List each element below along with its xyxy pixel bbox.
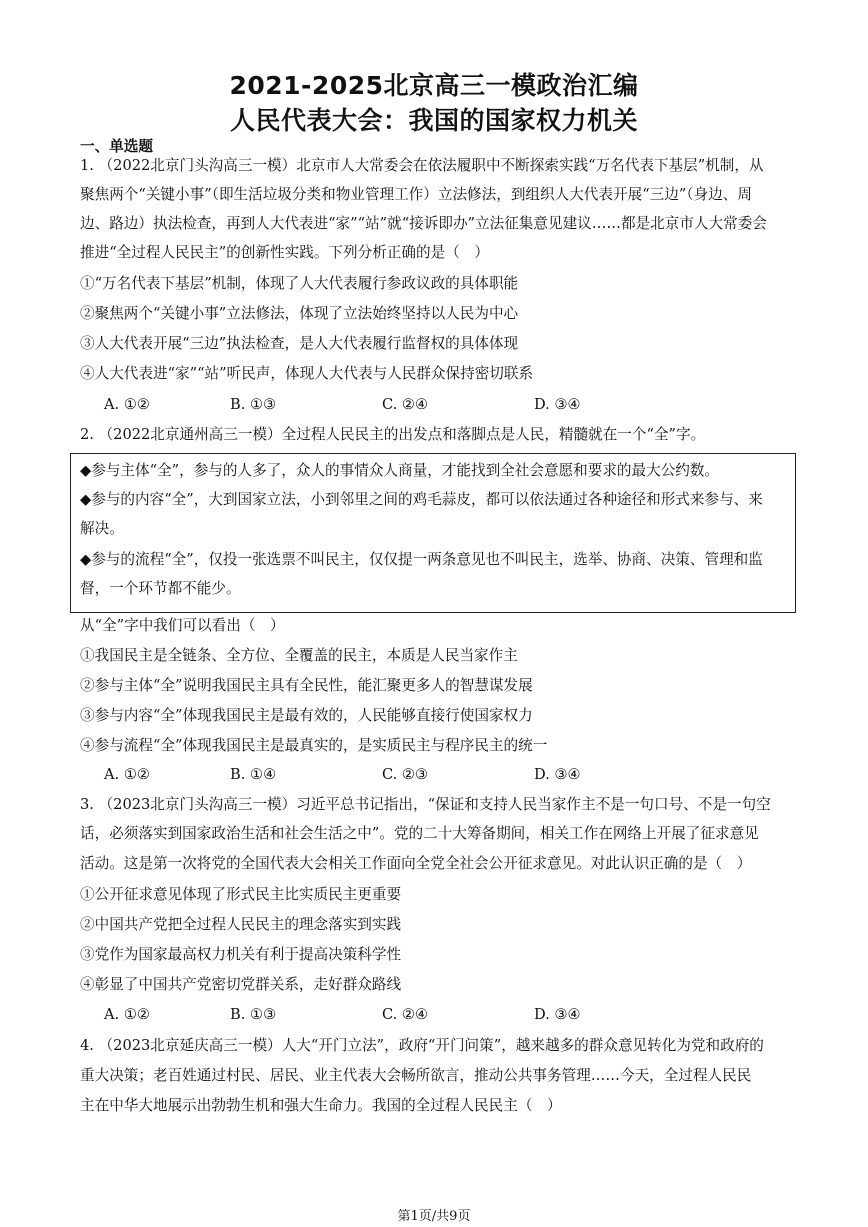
- document-title: 2021-2025北京高三一模政治汇编: [229, 71, 639, 100]
- option-a: A. ①②: [104, 396, 150, 413]
- option-b: B. ①③: [230, 1006, 277, 1023]
- answer-options: [104, 766, 764, 786]
- material-line: 督，一个环节都不能少。: [80, 580, 241, 597]
- statement-line: ②中国共产党把全过程人民民主的理念落实到实践: [80, 916, 402, 933]
- question-text-line: 重大决策；老百姓通过村民、居民、业主代表大会畅所欲言，推动公共事务管理……今天，全过程人民民: [80, 1067, 752, 1084]
- statement-line: ②聚焦两个“关键小事”立法修法，体现了立法始终坚持以人民为中心: [80, 305, 519, 322]
- option-d: D. ③④: [534, 766, 581, 783]
- statement-line: ③人大代表开展“三边”执法检查，是人大代表履行监督权的具体体现: [80, 335, 519, 352]
- answer-options: [104, 396, 764, 416]
- material-line: ◆参与的内容“全”，大到国家立法，小到邻里之间的鸡毛蒜皮，都可以依法通过各种途径和形式来参与、来: [80, 491, 763, 508]
- question-text-line: 3. （2023北京门头沟高三一模）习近平总书记指出，“保证和支持人民当家作主不是一句口号、不是一句空: [80, 796, 771, 813]
- statement-line: ④参与流程“全”体现我国民主是最真实的，是实质民主与程序民主的统一: [80, 737, 548, 754]
- question-text-line: 主在中华大地展示出勃勃生机和强大生命力。我国的全过程人民民主（ ）: [80, 1097, 562, 1114]
- page-number: 第1页/共9页: [397, 1209, 471, 1224]
- statement-line: ①“万名代表下基层”机制，体现了人大代表履行参政议政的具体职能: [80, 275, 519, 292]
- material-line: ◆参与的流程“全”，仅投一张选票不叫民主，仅仅提一两条意见也不叫民主，选举、协商、决策、管理和监: [80, 551, 763, 568]
- question-text-line: 1. （2022北京门头沟高三一模）北京市人大常委会在依法履职中不断探索实践“万名代表下基层”机制，从: [80, 157, 764, 174]
- document-subtitle: 人民代表大会：我国的国家权力机关: [229, 106, 638, 135]
- option-c: C. ②④: [382, 396, 429, 413]
- option-d: D. ③④: [534, 1006, 581, 1023]
- option-b: B. ①③: [230, 396, 277, 413]
- option-a: A. ①②: [104, 766, 150, 783]
- question-text-line: 2. （2022北京通州高三一模）全过程人民民主的出发点和落脚点是人民，精髓就在一个“全”字。: [80, 426, 706, 443]
- question-text-line: 从“全”字中我们可以看出（ ）: [80, 617, 285, 634]
- question-text-line: 聚焦两个“关键小事”（即生活垃圾分类和物业管理工作）立法修法，到组织人大代表开展“三边”（身边、周: [80, 186, 752, 203]
- option-a: A. ①②: [104, 1006, 150, 1023]
- option-d: D. ③④: [534, 396, 581, 413]
- question-text-line: 推进“全过程人民民主”的创新性实践。下列分析正确的是（ ）: [80, 244, 489, 261]
- question-text-line: 边、路边）执法检查，再到人大代表进“家”“站”就“接诉即办”立法征集意见建议……都是北京市人大常委会: [80, 215, 767, 232]
- material-line: ◆参与主体“全”，参与的人多了，众人的事情众人商量，才能找到全社会意愿和要求的最大公约数。: [80, 462, 720, 479]
- section-heading: 一、单选题: [80, 138, 153, 155]
- statement-line: ④彰显了中国共产党密切党群关系，走好群众路线: [80, 976, 402, 993]
- option-b: B. ①④: [230, 766, 277, 783]
- question-text-line: 4. （2023北京延庆高三一模）人大“开门立法”，政府“开门问策”，越来越多的群众意见转化为党和政府的: [80, 1037, 764, 1054]
- statement-line: ②参与主体“全”说明我国民主具有全民性，能汇聚更多人的智慧谋发展: [80, 677, 533, 694]
- question-text-line: 活动。这是第一次将党的全国代表大会相关工作面向全党全社会公开征求意见。对此认识正确的是（ ）: [80, 855, 752, 872]
- statement-line: ④人大代表进“家”“站”听民声，体现人大代表与人民群众保持密切联系: [80, 365, 534, 382]
- material-line: 解决。: [80, 520, 124, 537]
- answer-options: [104, 1006, 764, 1026]
- statement-line: ①我国民主是全链条、全方位、全覆盖的民主，本质是人民当家作主: [80, 647, 518, 664]
- question-text-line: 话，必须落实到国家政治生活和社会生活之中”。党的二十大筹备期间，相关工作在网络上开展了征求意见: [80, 825, 759, 842]
- option-c: C. ②④: [382, 1006, 429, 1023]
- option-c: C. ②③: [382, 766, 429, 783]
- statement-line: ③党作为国家最高权力机关有利于提高决策科学性: [80, 946, 402, 963]
- statement-line: ①公开征求意见体现了形式民主比实质民主更重要: [80, 886, 402, 903]
- statement-line: ③参与内容“全”体现我国民主是最有效的，人民能够直接行使国家权力: [80, 707, 533, 724]
